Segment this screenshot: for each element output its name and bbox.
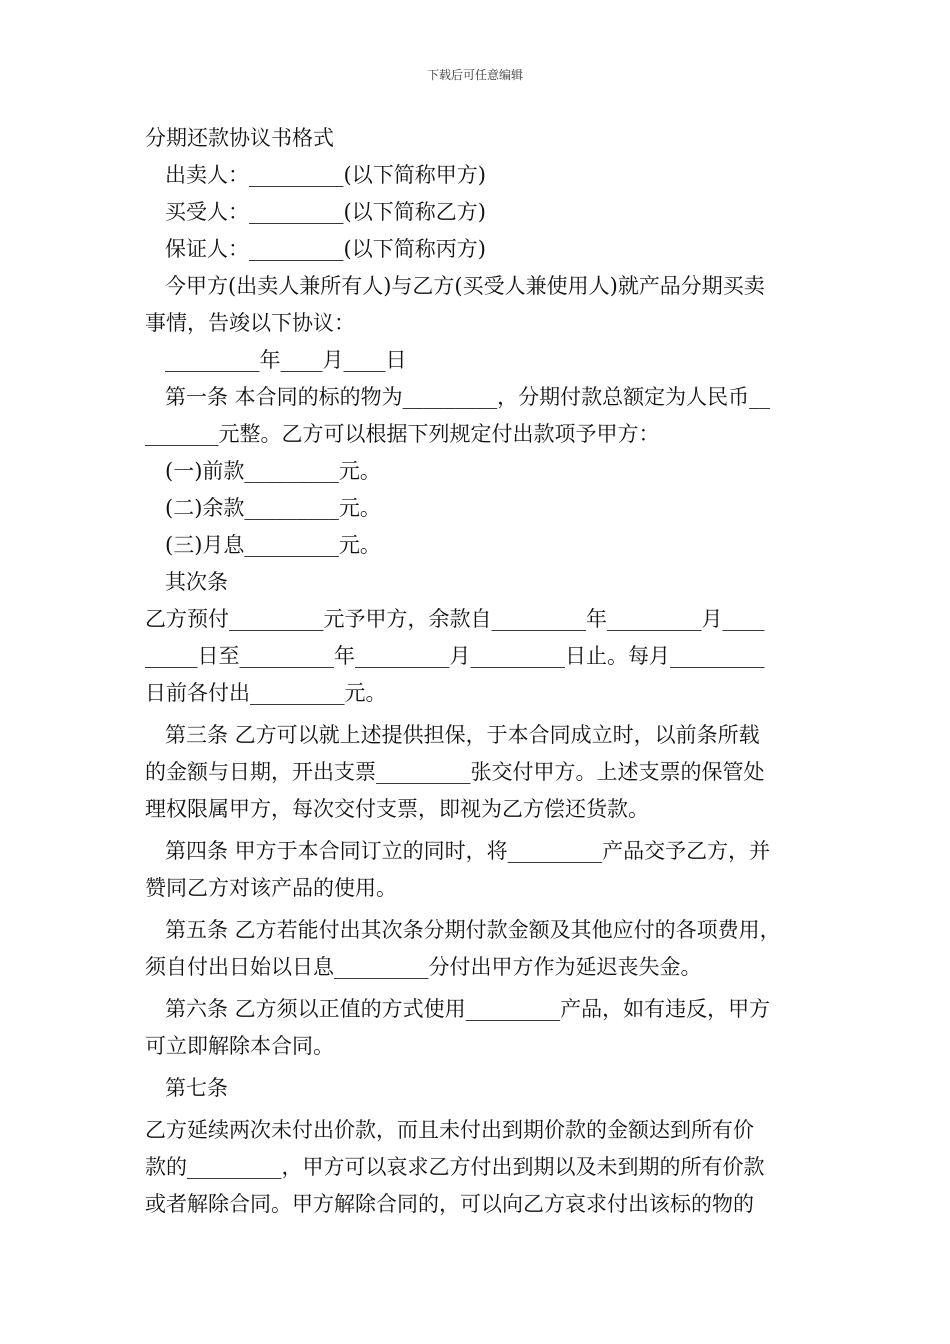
document-line: 日前各付出_________元。 xyxy=(145,681,387,705)
document-line: 买受人：_________(以下简称乙方) xyxy=(165,200,486,224)
document-line: 乙方预付_________元予甲方，余款自_________年_________月____ xyxy=(145,607,765,631)
document-line: 第七条 xyxy=(165,1076,228,1100)
document-line: (二)余款_________元。 xyxy=(165,496,381,520)
document-line: _____日至_________年_________月_________日止。每月_________ xyxy=(145,644,765,668)
document-line: 第四条 甲方于本合同订立的同时，将_________产品交予乙方，并 xyxy=(165,839,771,863)
document-line: _________年____月____日 xyxy=(165,348,407,372)
document-line: 款的_________，甲方可以哀求乙方付出到期以及未到期的所有价款 xyxy=(145,1155,765,1179)
document-line: (三)月息_________元。 xyxy=(165,533,381,557)
document-line: 今甲方(出卖人兼所有人)与乙方(买受人兼使用人)就产品分期买卖 xyxy=(165,274,765,298)
document-line: (一)前款_________元。 xyxy=(165,459,381,483)
document-line: 乙方延续两次未付出价款，而且未付出到期价款的金额达到所有价 xyxy=(145,1118,754,1142)
document-line: 第六条 乙方须以正值的方式使用_________产品，如有违反，甲方 xyxy=(165,997,771,1021)
document-line: 其次条 xyxy=(165,570,228,594)
document-line: 第一条 本合同的标的物为_________，分期付款总额定为人民币__ xyxy=(165,385,771,409)
document-line: 第三条 乙方可以就上述提供担保，于本合同成立时，以前条所载 xyxy=(165,723,760,747)
document-body xyxy=(145,120,810,1223)
document-line: 出卖人：_________(以下简称甲方) xyxy=(165,163,486,187)
page-header: 下载后可任意编辑 xyxy=(426,68,523,82)
document-line: 理权限属甲方，每次交付支票，即视为乙方偿还货款。 xyxy=(145,797,649,821)
document-line: 分期还款协议书格式 xyxy=(145,126,334,150)
document-line: 可立即解除本合同。 xyxy=(145,1034,334,1058)
document-line: 第五条 乙方若能付出其次条分期付款金额及其他应付的各项费用， xyxy=(165,918,781,942)
document-line: 事情，告竣以下协议： xyxy=(145,311,355,335)
document-line: 保证人：_________(以下简称丙方) xyxy=(165,237,486,261)
document-line: 须自付出日始以日息_________分付出甲方作为延迟丧失金。 xyxy=(145,955,702,979)
document-line: _______元整。乙方可以根据下列规定付出款项予甲方： xyxy=(145,422,660,446)
document-line: 的金额与日期，开出支票_________张交付甲方。上述支票的保管处 xyxy=(145,760,765,784)
document-line: 赞同乙方对该产品的使用。 xyxy=(145,876,397,900)
document-line: 或者解除合同。甲方解除合同的，可以向乙方哀求付出该标的物的 xyxy=(145,1192,754,1216)
